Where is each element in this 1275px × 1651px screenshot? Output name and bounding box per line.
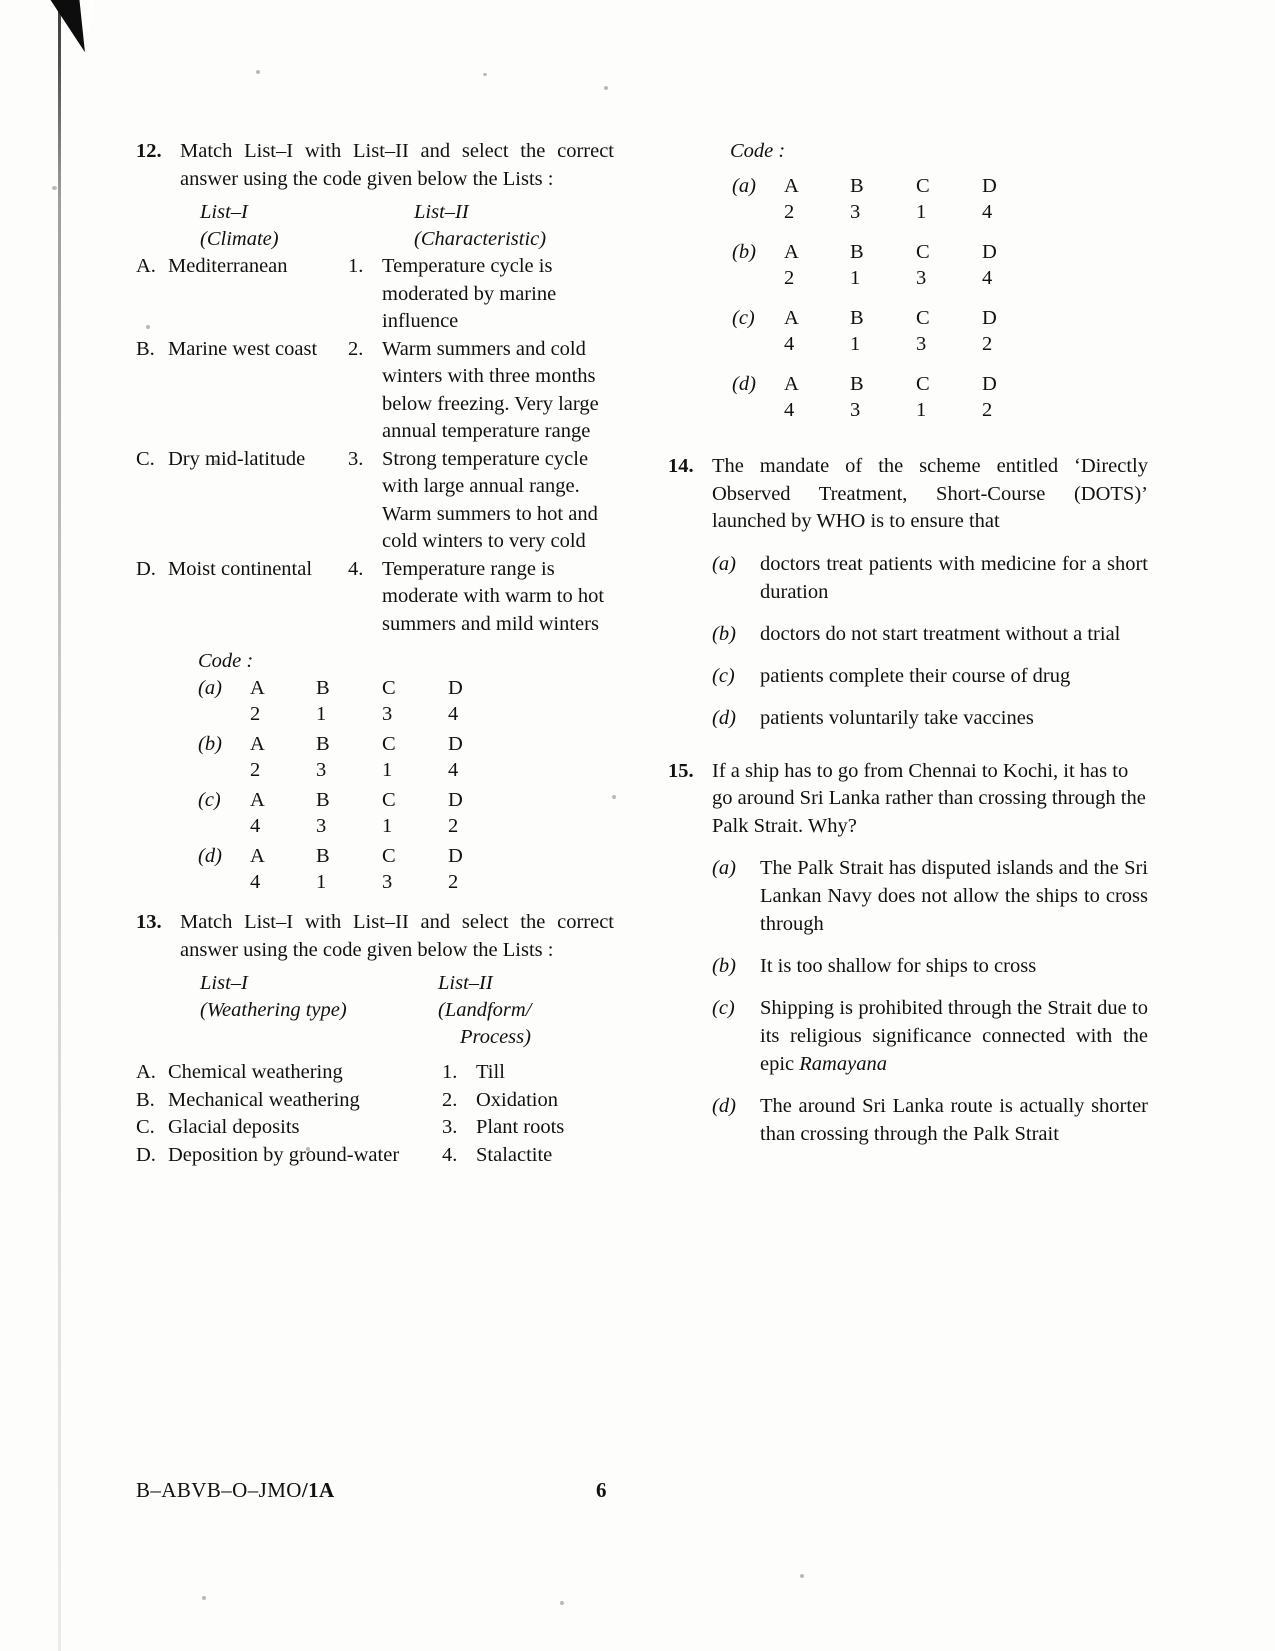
code-header-d: D: [448, 845, 463, 867]
question-12: [136, 138, 614, 193]
code-value-b: 1: [850, 267, 861, 289]
row-num: 2.: [348, 337, 364, 360]
list2-subtitle-line2: Process): [460, 1026, 531, 1048]
page-footer: [136, 1478, 1136, 1503]
question-15-option-a[interactable]: [668, 854, 1148, 938]
code-value-a: 2: [250, 703, 261, 725]
list2-title: List–II: [438, 972, 493, 994]
row-key: C.: [136, 1116, 155, 1138]
code-header-a: A: [784, 307, 799, 329]
code-header-c: C: [382, 733, 396, 755]
code-value-b: 1: [316, 703, 327, 725]
code-value-b: 3: [316, 815, 327, 837]
code-label: Code :: [198, 650, 254, 672]
row-text: Chemical weathering: [168, 1061, 343, 1083]
code-header-c: C: [382, 789, 396, 811]
code-spacer: [668, 265, 784, 291]
row-num: 3.: [348, 447, 364, 470]
code-value-a: 4: [784, 399, 795, 421]
row-key: D.: [136, 557, 156, 580]
question-12-stem: Match List–I with List–II and select the correct answer using the code given below the Lists :: [180, 140, 614, 190]
row-num: 1.: [442, 1061, 458, 1083]
code-spacer: [136, 757, 250, 783]
row-text: Moist continental: [168, 557, 313, 580]
question-14: [668, 453, 1148, 536]
code-option-label: (a): [732, 175, 756, 197]
row-text: Dry mid-latitude: [168, 447, 306, 470]
question-12-list2-head: [406, 199, 614, 253]
code-value-d: 4: [982, 267, 993, 289]
option-text: The around Sri Lanka route is actually shorter than crossing through the Palk Strait: [760, 1095, 1148, 1145]
option-label: (c): [712, 664, 735, 687]
option-text-italic-epic-name: Ramayana: [799, 1053, 887, 1075]
code-value-d: 2: [448, 871, 459, 893]
question-13-stem: Match List–I with List–II and select the correct answer using the code given below the Lists :: [180, 911, 614, 961]
option-label: (a): [712, 857, 736, 879]
page-number: 6: [596, 1478, 607, 1502]
code-value-c: 3: [916, 267, 927, 289]
question-14-option-b[interactable]: [668, 620, 1148, 648]
option-text: doctors treat patients with medicine for a short duration: [760, 552, 1148, 603]
code-spacer: [668, 199, 784, 225]
code-value-c: 3: [382, 871, 393, 893]
row-key: A.: [136, 1061, 156, 1083]
option-label: (d): [712, 1095, 736, 1117]
table-row: [136, 556, 614, 639]
question-13-list-titles: [136, 970, 614, 1051]
option-label: (c): [712, 997, 735, 1019]
code-header-d: D: [448, 677, 463, 699]
code-option-c[interactable]: [136, 787, 614, 839]
list2-subtitle: (Characteristic): [414, 228, 547, 250]
code-value-b: 3: [316, 759, 327, 781]
code-value-c: 1: [916, 201, 927, 223]
code-header-a: A: [784, 175, 799, 197]
table-row: [136, 1114, 614, 1142]
row-key: A.: [136, 255, 156, 277]
code-spacer: [136, 813, 250, 839]
question-14-number: 14.: [668, 455, 694, 477]
code-value-c: 3: [382, 703, 393, 725]
code-header-d: D: [982, 241, 997, 263]
footer-code-prefix: B–ABVB–O–JMO: [136, 1478, 302, 1502]
option-label: (b): [712, 955, 736, 977]
question-12-list-titles: [136, 199, 614, 253]
option-text: patients complete their course of drug: [760, 664, 1071, 687]
list2-title: List–II: [414, 201, 469, 223]
code-option-label: (b): [732, 241, 756, 263]
question-14-option-a[interactable]: [668, 550, 1148, 606]
code-option-d[interactable]: [668, 371, 1148, 423]
code-option-b[interactable]: [136, 731, 614, 783]
code-value-a: 4: [250, 871, 261, 893]
left-column: [136, 138, 614, 1169]
code-spacer: [136, 701, 250, 727]
code-value-d: 4: [982, 201, 993, 223]
question-15-number: 15.: [668, 759, 694, 782]
row-num: 4.: [442, 1143, 458, 1166]
row-key: B.: [136, 337, 155, 360]
code-value-c: 1: [382, 815, 393, 837]
row-desc: Oxidation: [476, 1088, 558, 1111]
row-text: Glacial deposits: [168, 1116, 300, 1138]
question-15-stem: If a ship has to go from Chennai to Kochi, it has to go around Sri Lanka rather than crossing through the Palk Strait. Why?: [712, 759, 1146, 837]
code-value-b: 3: [850, 399, 861, 421]
table-row: [136, 336, 614, 446]
code-option-a[interactable]: [136, 675, 614, 727]
code-header-b: B: [316, 677, 330, 699]
row-desc: Plant roots: [476, 1116, 565, 1138]
code-header-c: C: [382, 677, 396, 699]
code-header-a: A: [784, 241, 799, 263]
code-header-a: A: [250, 677, 265, 699]
code-value-c: 1: [916, 399, 927, 421]
code-option-label: (d): [732, 373, 756, 395]
row-desc: Till: [476, 1061, 505, 1083]
option-label: (b): [712, 622, 736, 645]
code-header-d: D: [448, 789, 463, 811]
row-text: Marine west coast: [168, 337, 318, 360]
question-13-list2-head: [406, 970, 614, 1051]
code-option-label: (c): [198, 789, 221, 811]
row-num: 4.: [348, 557, 364, 580]
question-15-option-c[interactable]: [668, 994, 1148, 1078]
code-header-a: A: [784, 373, 799, 395]
code-value-b: 3: [850, 201, 861, 223]
code-value-b: 1: [850, 333, 861, 355]
code-value-a: 4: [250, 815, 261, 837]
list1-subtitle: (Climate): [200, 228, 279, 250]
footer-code-suffix: /1A: [301, 1478, 335, 1502]
code-value-d: 4: [448, 759, 459, 781]
question-14-stem: The mandate of the scheme entitled ‘Directly Observed Treatment, Short-Course (DOTS)’ launched by WHO is to ensure that: [712, 455, 1148, 532]
row-num: 2.: [442, 1088, 458, 1111]
code-value-a: 4: [784, 333, 795, 355]
row-text: Mechanical weathering: [168, 1088, 360, 1111]
row-num: 1.: [348, 255, 364, 277]
code-header-b: B: [316, 845, 330, 867]
code-header-a: A: [250, 733, 265, 755]
code-option-label: (d): [198, 845, 222, 867]
code-option-label: (c): [732, 307, 755, 329]
row-desc: Stalactite: [476, 1143, 553, 1166]
row-key: D.: [136, 1143, 156, 1166]
code-header-a: A: [250, 845, 265, 867]
code-value-a: 2: [784, 267, 795, 289]
code-header-b: B: [316, 789, 330, 811]
question-15: [668, 758, 1148, 841]
code-value-d: 2: [982, 399, 993, 421]
question-13-code-table: [668, 138, 1148, 423]
code-value-c: 1: [382, 759, 393, 781]
table-row: [136, 1087, 614, 1115]
code-option-c[interactable]: [668, 305, 1148, 357]
row-key: C.: [136, 447, 155, 470]
code-value-d: 4: [448, 703, 459, 725]
code-spacer: [668, 397, 784, 423]
option-text: patients voluntarily take vaccines: [760, 706, 1034, 729]
code-value-a: 2: [784, 201, 795, 223]
code-header-c: C: [916, 241, 930, 263]
row-desc: Warm summers and cold winters with three months below freezing. Very large annual temperature range: [382, 337, 599, 442]
row-key: B.: [136, 1088, 155, 1111]
option-text-plain: Shipping is prohibited through the Strait due to its religious significance connected with the epic: [760, 997, 1148, 1075]
code-header-c: C: [916, 373, 930, 395]
table-row: [136, 1142, 614, 1170]
code-value-d: 2: [448, 815, 459, 837]
table-row: [136, 446, 614, 556]
list1-title: List–I: [200, 201, 248, 223]
code-value-d: 2: [982, 333, 993, 355]
question-15-option-d[interactable]: [668, 1092, 1148, 1148]
code-value-c: 3: [916, 333, 927, 355]
question-13-list1-head: [136, 970, 406, 1051]
code-value-b: 1: [316, 871, 327, 893]
code-header-d: D: [982, 373, 997, 395]
code-option-d[interactable]: [136, 843, 614, 895]
code-header-d: D: [982, 307, 997, 329]
option-text: doctors do not start treatment without a trial: [760, 622, 1121, 645]
code-header-c: C: [916, 175, 930, 197]
code-label: Code :: [730, 140, 786, 162]
code-header-a: A: [250, 789, 265, 811]
code-option-a[interactable]: [668, 173, 1148, 225]
row-text: Mediterranean: [168, 255, 288, 277]
row-num: 3.: [442, 1116, 458, 1138]
code-header-b: B: [850, 373, 864, 395]
code-option-b[interactable]: [668, 239, 1148, 291]
table-row: [136, 1059, 614, 1087]
question-15-option-b[interactable]: [668, 952, 1148, 980]
question-13: [136, 909, 614, 964]
list2-subtitle-line1: (Landform/: [438, 999, 532, 1021]
code-value-a: 2: [250, 759, 261, 781]
code-header-b: B: [850, 175, 864, 197]
list1-title: List–I: [200, 972, 248, 994]
question-12-code-table: [136, 648, 614, 895]
code-spacer: [668, 331, 784, 357]
code-header-d: D: [982, 175, 997, 197]
code-option-label: (b): [198, 733, 222, 755]
code-header-b: B: [850, 307, 864, 329]
code-option-label: (a): [198, 677, 222, 699]
question-14-option-c[interactable]: [668, 662, 1148, 690]
code-header-c: C: [382, 845, 396, 867]
question-12-list1-head: [136, 199, 406, 253]
question-13-number: 13.: [136, 911, 162, 933]
row-desc: Temperature range is moderate with warm to hot summers and mild winters: [382, 557, 605, 635]
code-header-b: B: [850, 241, 864, 263]
list1-subtitle: (Weathering type): [200, 999, 347, 1021]
row-desc: Temperature cycle is moderated by marine influence: [382, 255, 557, 332]
footer-paper-code: [136, 1478, 335, 1503]
row-desc: Strong temperature cycle with large annual range. Warm summers to hot and cold winters to very cold: [382, 447, 598, 552]
option-label: (d): [712, 706, 736, 729]
table-row: [136, 253, 614, 336]
option-label: (a): [712, 552, 736, 575]
option-text: The Palk Strait has disputed islands and the Sri Lankan Navy does not allow the ships to cross through: [760, 857, 1148, 935]
right-column: [668, 138, 1148, 1148]
code-spacer: [136, 869, 250, 895]
code-header-c: C: [916, 307, 930, 329]
option-text: It is too shallow for ships to cross: [760, 955, 1037, 977]
question-14-option-d[interactable]: [668, 704, 1148, 732]
option-text: [760, 994, 1148, 1078]
code-header-d: D: [448, 733, 463, 755]
code-header-b: B: [316, 733, 330, 755]
question-12-number: 12.: [136, 140, 162, 162]
row-text: Deposition by ground-water: [168, 1143, 400, 1166]
